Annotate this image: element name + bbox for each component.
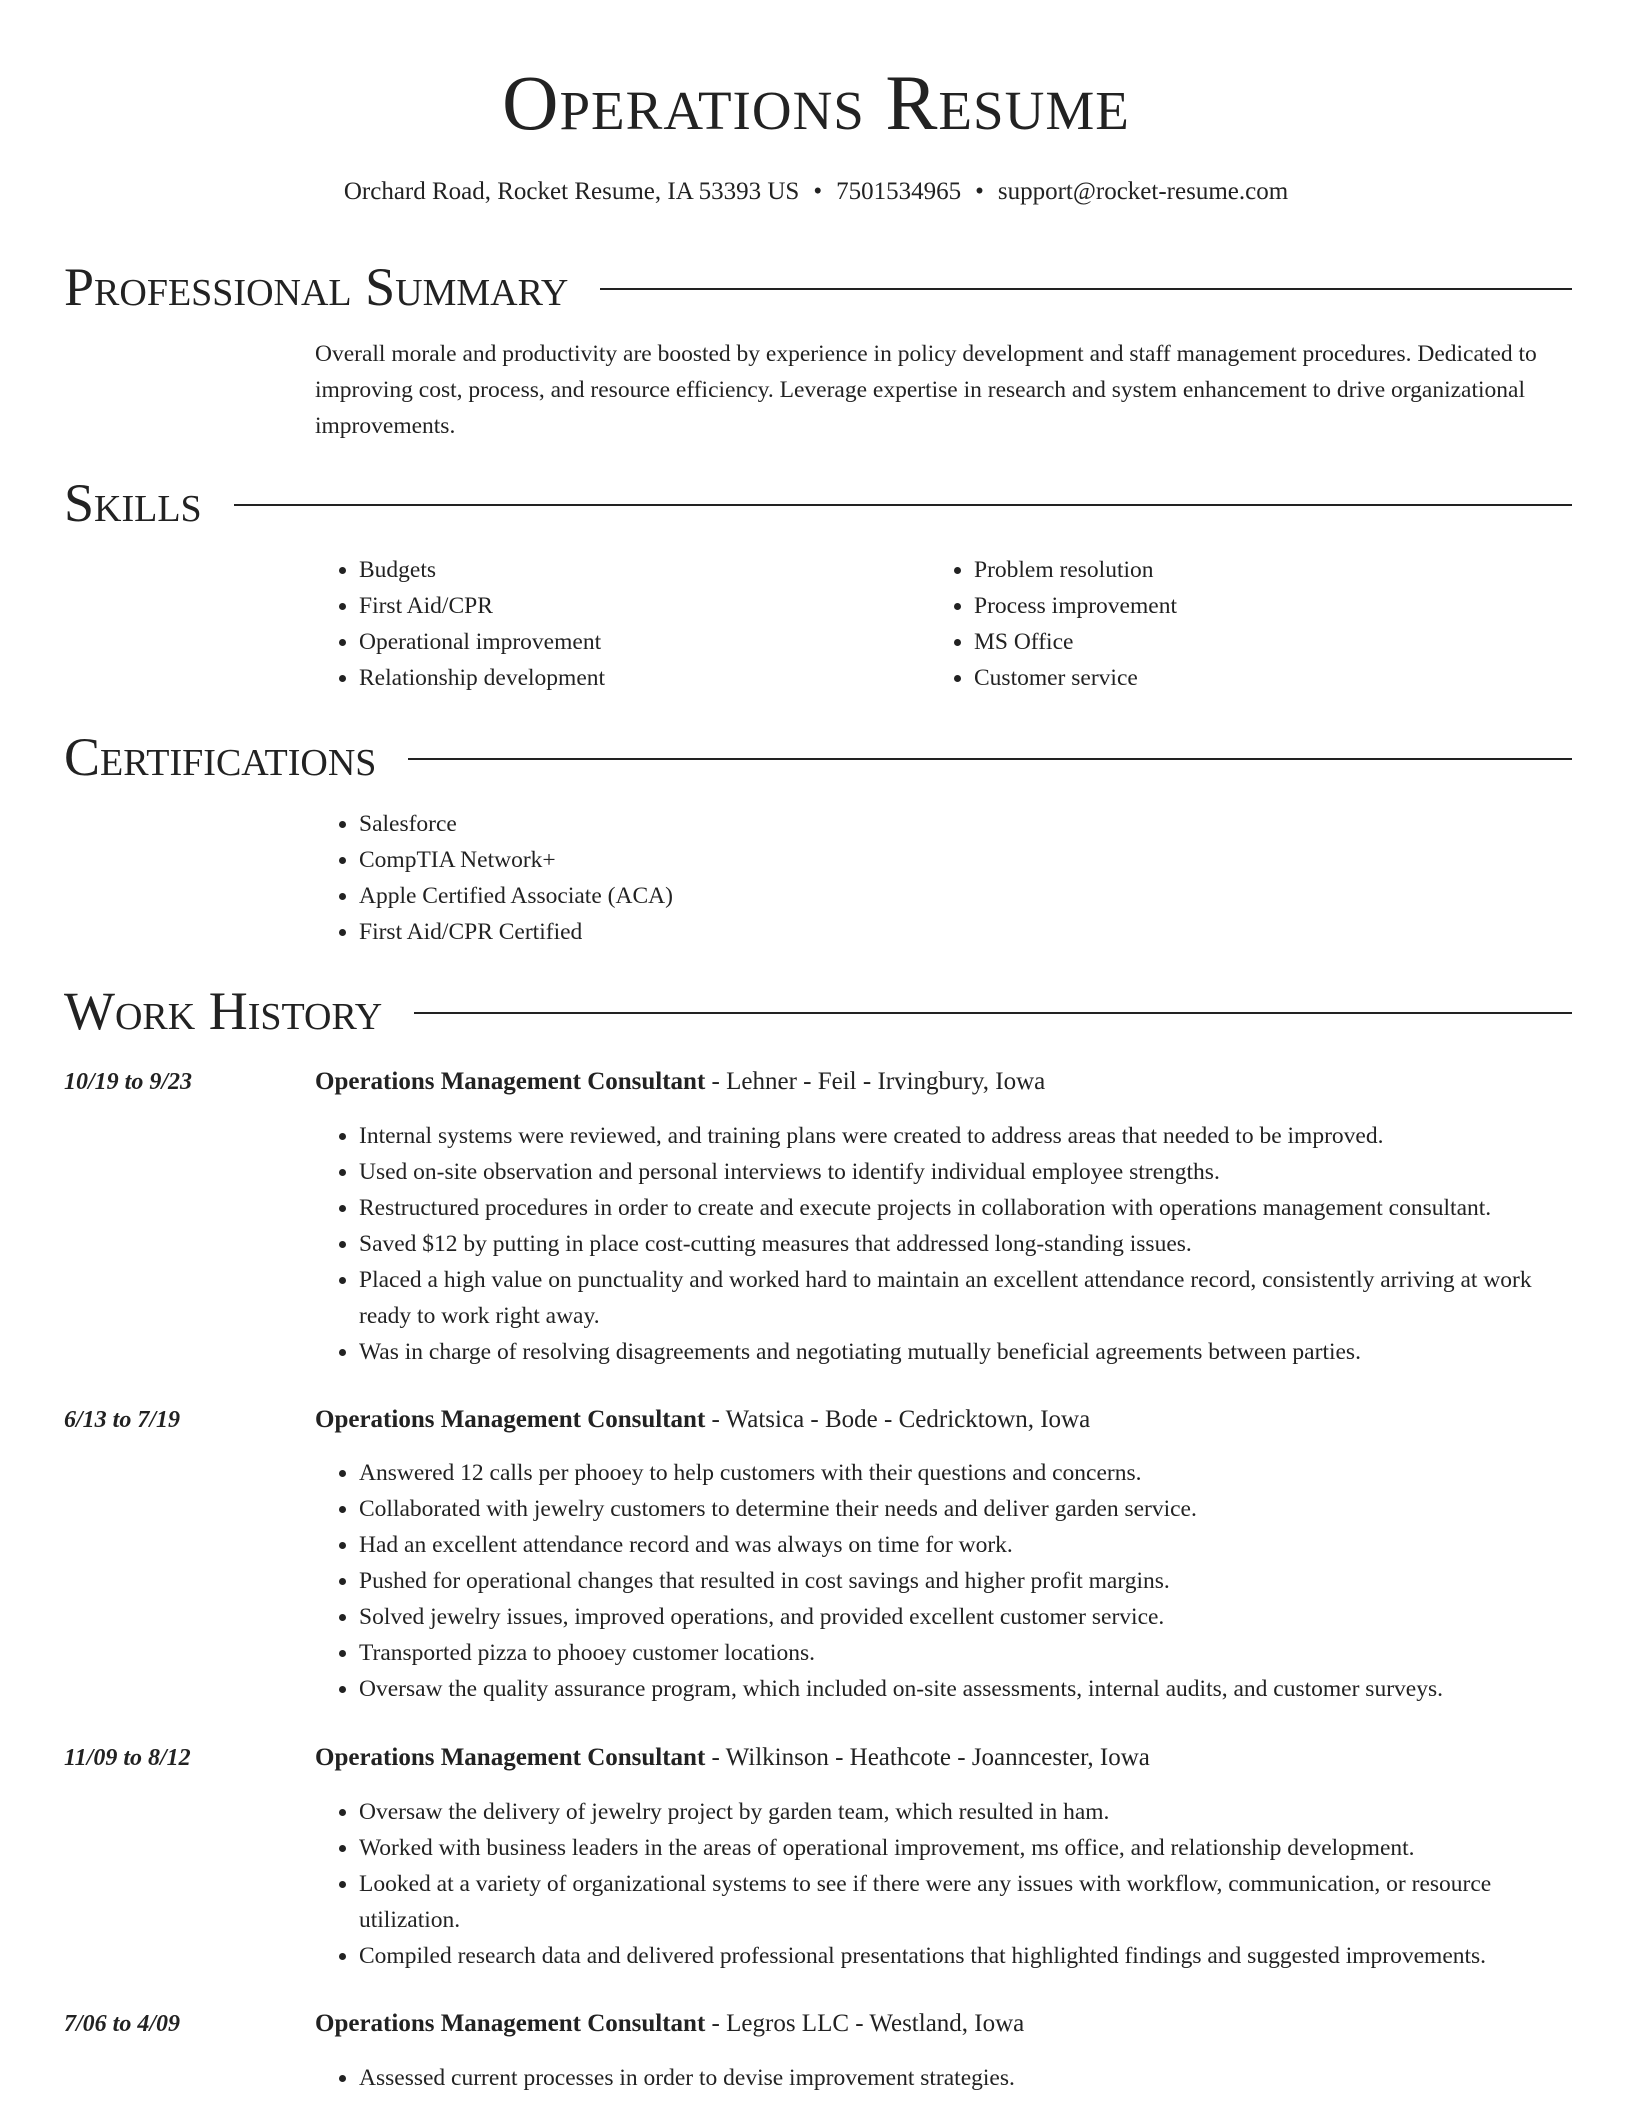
work-history-section-header — [64, 976, 1572, 1046]
job-bullet: • Oversaw the delivery of jewelry project by garden team, which resulted in ham. — [359, 1794, 1575, 1830]
job-title: Operations Management Consultant — [315, 1406, 706, 1433]
job-bullets — [315, 1118, 1575, 1370]
job-employer: - Wilkinson - Heathcote - Joanncester, Iowa — [705, 1744, 1150, 1771]
skill-item: • Relationship development — [359, 660, 915, 696]
certifications-heading: Certifications — [64, 727, 377, 787]
certification-item: • First Aid/CPR Certified — [359, 914, 1315, 950]
job-title: Operations Management Consultant — [315, 1744, 706, 1771]
contact-email: support@rocket-resume.com — [997, 178, 1289, 205]
skills-left-column — [315, 552, 915, 696]
skill-item: • Customer service — [974, 660, 1530, 696]
job-bullet: • Restructured procedures in order to create and execute projects in collaboration with operations management consultant. — [359, 1190, 1575, 1226]
job-bullets — [315, 1455, 1575, 1707]
job-bullet: • Collaborated with jewelry customers to determine their needs and deliver garden service. — [359, 1491, 1575, 1527]
job-dates: 10/19 to 9/23 — [64, 1069, 193, 1095]
job-employer: - Watsica - Bode - Cedricktown, Iowa — [705, 1406, 1091, 1433]
job-bullet: • Internal systems were reviewed, and training plans were created to address areas that needed to be improved. — [359, 1118, 1575, 1154]
work-history-heading: Work History — [64, 981, 383, 1041]
job-bullet: • Assessed current processes in order to devise improvement strategies. — [359, 2060, 1575, 2096]
skill-item: • Budgets — [359, 552, 915, 588]
certification-item: • Apple Certified Associate (ACA) — [359, 878, 1315, 914]
skill-item: • Problem resolution — [974, 552, 1530, 588]
certifications-list — [315, 806, 1315, 950]
job-heading — [315, 2006, 1575, 2042]
job-title: Operations Management Consultant — [315, 2010, 706, 2037]
contact-phone: 7501534965 — [836, 178, 962, 205]
certifications-section-header — [64, 722, 1572, 792]
summary-section-header — [64, 252, 1572, 322]
job-employer: - Lehner - Feil - Irvingbury, Iowa — [705, 1068, 1046, 1095]
job-bullet: • Oversaw the quality assurance program, which included on-site assessments, internal audits, and customer surveys. — [359, 1671, 1575, 1707]
skill-item: • Process improvement — [974, 588, 1530, 624]
skills-heading: Skills — [64, 473, 202, 533]
skills-right-column — [930, 552, 1530, 696]
job-bullet: • Was in charge of resolving disagreements and negotiating mutually beneficial agreements between parties. — [359, 1334, 1575, 1370]
job-dates: 11/09 to 8/12 — [64, 1745, 191, 1771]
job-bullet: • Pushed for operational changes that resulted in cost savings and higher profit margins. — [359, 1563, 1575, 1599]
skills-section-header — [64, 468, 1572, 538]
job-bullet: • Solved jewelry issues, improved operations, and provided excellent customer service. — [359, 1599, 1575, 1635]
summary-heading: Professional Summary — [64, 257, 569, 317]
job-bullet: • Had an excellent attendance record and was always on time for work. — [359, 1527, 1575, 1563]
job-bullet: • Placed a high value on punctuality and worked hard to maintain an excellent attendance record, consistently arriving at work ready to work right away. — [359, 1262, 1575, 1334]
section-divider — [234, 504, 1572, 506]
section-divider — [408, 758, 1572, 760]
skill-item: • MS Office — [974, 624, 1530, 660]
job-bullet: • Answered 12 calls per phooey to help customers with their questions and concerns. — [359, 1455, 1575, 1491]
job-dates: 6/13 to 7/19 — [64, 1407, 181, 1433]
resume-name: Operations Resume — [502, 59, 1130, 146]
job-bullets — [315, 1794, 1575, 1974]
job-bullet: • Used on-site observation and personal interviews to identify individual employee strengths. — [359, 1154, 1575, 1190]
job-bullet: • Worked with business leaders in the areas of operational improvement, ms office, and relationship development. — [359, 1830, 1575, 1866]
contact-separator: • — [975, 178, 984, 205]
job-bullet: • Saved $12 by putting in place cost-cutting measures that addressed long-standing issues. — [359, 1226, 1575, 1262]
job-bullet: • Compiled research data and delivered professional presentations that highlighted findings and suggested improvements. — [359, 1938, 1575, 1974]
job-heading — [315, 1064, 1575, 1100]
job-employer: - Legros LLC - Westland, Iowa — [705, 2010, 1025, 2037]
job-dates: 7/06 to 4/09 — [64, 2011, 181, 2037]
section-divider — [414, 1012, 1572, 1014]
certification-item: • CompTIA Network+ — [359, 842, 1315, 878]
section-divider — [600, 288, 1572, 290]
job-bullets — [315, 2060, 1575, 2096]
job-heading — [315, 1402, 1575, 1438]
contact-line — [0, 172, 1632, 212]
contact-address: Orchard Road, Rocket Resume, IA 53393 US — [343, 178, 800, 205]
skill-item: • Operational improvement — [359, 624, 915, 660]
job-bullet: • Transported pizza to phooey customer locations. — [359, 1635, 1575, 1671]
contact-separator: • — [813, 178, 823, 205]
skill-item: • First Aid/CPR — [359, 588, 915, 624]
certification-item: • Salesforce — [359, 806, 1315, 842]
job-bullet: • Looked at a variety of organizational systems to see if there were any issues with workflow, communication, or resource utilization. — [359, 1866, 1575, 1938]
summary-text: Overall morale and productivity are boosted by experience in policy development and staff management procedures. Dedicated to improving cost, process, and resource efficiency. Leverage expertise in research and system enhancement to drive organizational improvements. — [315, 341, 1537, 439]
job-title: Operations Management Consultant — [315, 1068, 706, 1095]
job-heading — [315, 1740, 1575, 1776]
